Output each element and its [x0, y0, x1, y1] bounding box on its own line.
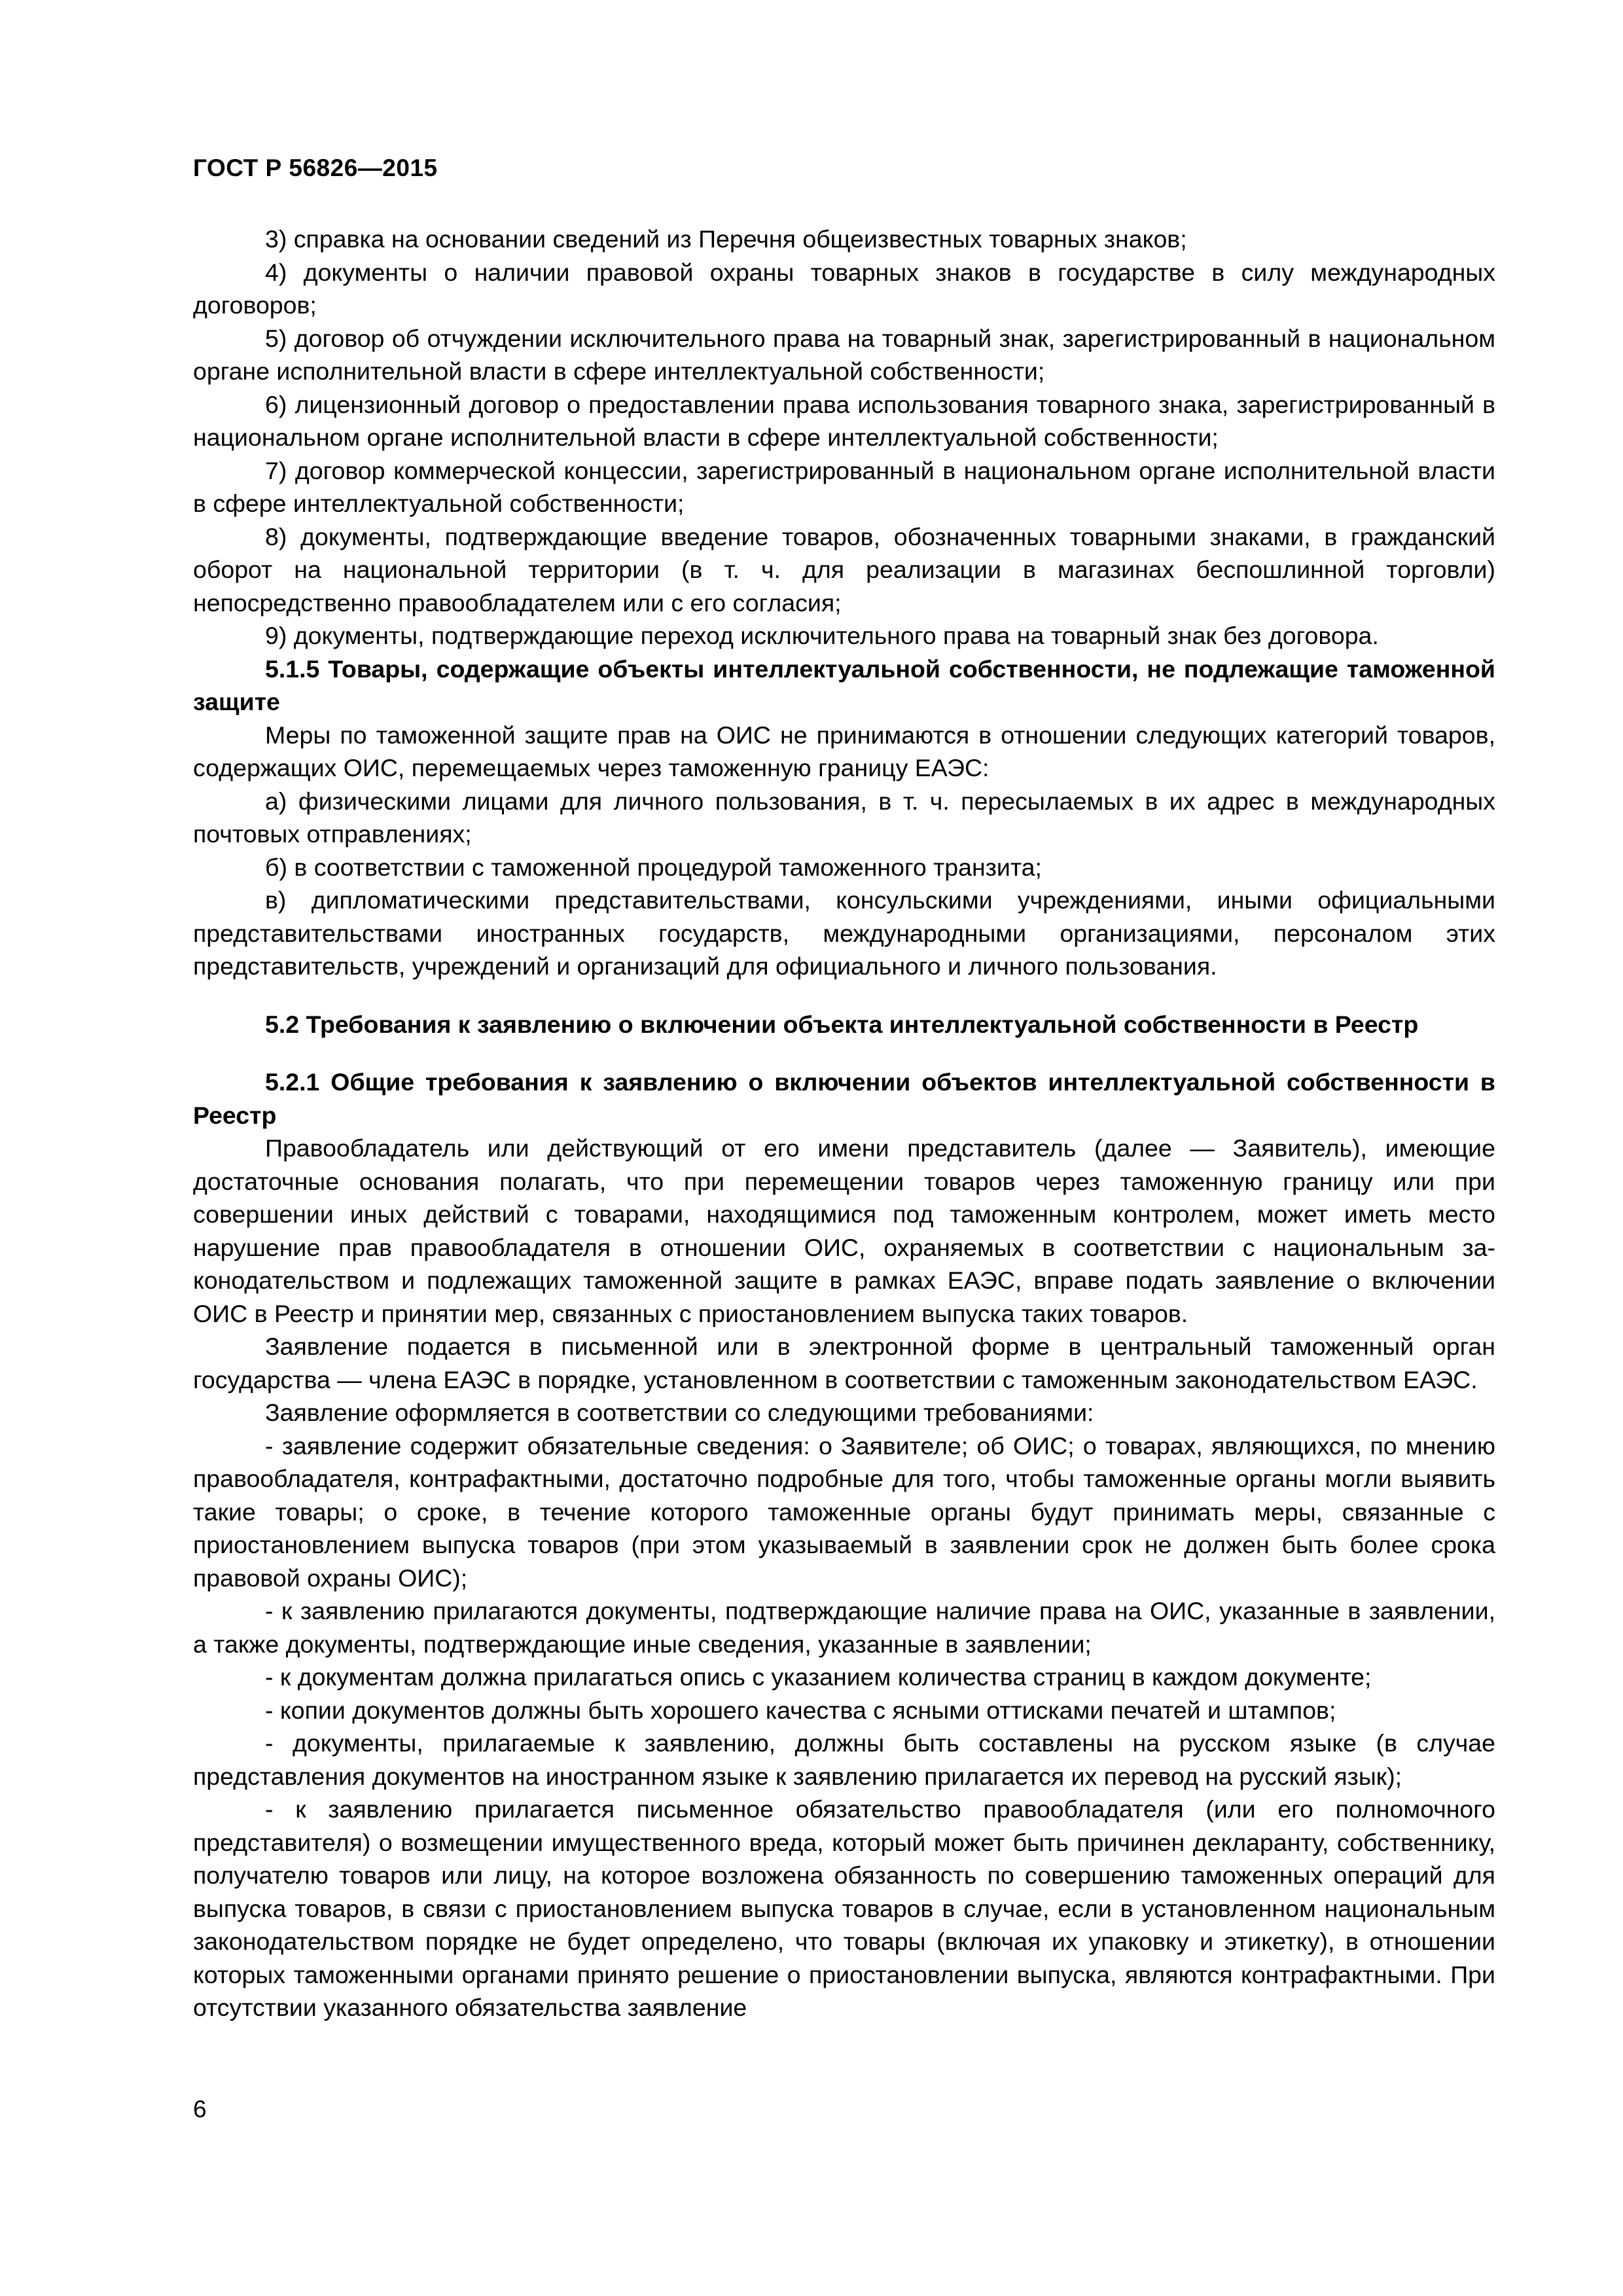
list-item-5: 5) договор об отчуждении исключительного права на товарный знак, зарегистрированный в национальном органе исполнительной власти в сфере интеллектуальной собственности;	[193, 324, 1495, 385]
requirement-item-6: - к заявлению прилагается письменное обязательство правообладателя (или его полномочного представителя) о возмещении имущественного вреда, который может быть причинен декларанту, собственнику, получателю товаров или лицу, на которое возложена обязанность по совершению таможенных операций для выпуска товаров, в связи с приостановлением выпуска товаров в случае, если в установленном национальным законодательством порядке не будет определено, что товары (включая их упаковку и этикетку), в отношении которых таможенными органами принято решение о приостановлении выпуска, являются контрафактными. При отсутствии указанного обязательства заявление	[193, 1795, 1495, 2021]
paragraph-exemptions-intro: Меры по таможенной защите прав на ОИС не принимаются в отношении следующих категорий товаров, содержащих ОИС, перемещаемых через таможенную границу ЕАЭС:	[193, 721, 1495, 781]
section-heading-5-1-5: 5.1.5 Товары, содержащие объекты интеллектуальной собственности, не подлежащие таможенной защите	[193, 655, 1495, 715]
requirement-item-2: - к заявлению прилагаются документы, подтверждающие наличие права на ОИС, указанные в заявлении, а также документы, подтверждающие иные сведения, указанные в заявлении;	[193, 1597, 1495, 1658]
requirement-item-1: - заявление содержит обязательные сведения: о Заявителе; об ОИС; о товарах, являющихся, по мнению правообладателя, контрафактными, достаточно подробные для того, чтобы таможенные органы могли выявить такие товары; о сроке, в течение которого таможенные органы будут принимать меры, связанные с приостановлением выпуска товаров (при этом указываемый в заявлении срок не должен быть более срока правовой охраны ОИС);	[193, 1431, 1495, 1592]
list-item-v: в) дипломатическими представительствами, консульскими учреждениями, иными официальными представительствами иностранных государств, международными организациями, персоналом этих представительств, учреждений и организаций для официального и личного пользования.	[193, 886, 1495, 980]
document-code-header: ГОСТ Р 56826—2015	[193, 154, 438, 181]
list-item-3: 3) справка на основании сведений из Перечня общеизвестных товарных знаков;	[265, 225, 1187, 253]
requirement-item-3: - к документам должна прилагаться опись с указанием количества страниц в каждом документе;	[265, 1663, 1372, 1691]
paragraph-submission: Заявление подается в письменной или в электронной форме в центральный таможенный орган государства — члена ЕАЭС в порядке, установленном в соответствии с таможенным законодательством ЕАЭС.	[193, 1333, 1495, 1393]
list-item-4: 4) документы о наличии правовой охраны товарных знаков в государстве в силу международных договоров;	[193, 258, 1495, 319]
paragraph-requirements-intro: Заявление оформляется в соответствии со следующими требованиями:	[265, 1399, 1094, 1426]
requirement-item-5: - документы, прилагаемые к заявлению, должны быть составлены на русском языке (в случае представления документов на иностранном языке к заявлению прилагается их перевод на русский язык);	[193, 1729, 1495, 1790]
list-item-9: 9) документы, подтверждающие переход исключительного права на товарный знак без договора.	[265, 622, 1379, 649]
list-item-b: б) в соответствии с таможенной процедурой таможенного транзита;	[265, 853, 1042, 881]
requirement-item-4: - копии документов должны быть хорошего качества с ясными оттисками печатей и штампов;	[265, 1696, 1336, 1724]
list-item-a: а) физическими лицами для личного пользования, в т. ч. пересылаемых в их адрес в международных почтовых отправлениях;	[193, 787, 1495, 848]
list-item-7: 7) договор коммерческой концессии, зарегистрированный в национальном органе исполнительной власти в сфере интеллектуальной собственности;	[193, 456, 1495, 517]
paragraph-applicant: Правообладатель или действующий от его имени представитель (далее — Заявитель), имеющие достаточные основания полагать, что при перемещении товаров через таможенную границу или при совершении иных действий с товарами, находящимися под таможенным контролем, может иметь место нарушение прав правообладателя в отношении ОИС, охраняемых в соответствии с национальным законодательством и подлежащих таможенной защите в рамках ЕАЭС, вправе подать заявление о включении ОИС в Реестр и принятии мер, связанных с приостановлением выпуска таких товаров.	[193, 1134, 1495, 1327]
section-heading-5-2: 5.2 Требования к заявлению о включении объекта интеллектуальной собственности в Реестр	[265, 1010, 1419, 1038]
document-body	[193, 223, 1495, 2024]
list-item-8: 8) документы, подтверждающие введение товаров, обозначенных товарными знаками, в гражданский оборот на национальной территории (в т. ч. для реализации в магазинах беспошлинной торговли) непосредственно правообладателем или с его согласия;	[193, 522, 1495, 617]
list-item-6: 6) лицензионный договор о предоставлении права использования товарного знака, зарегистрированный в национальном органе исполнительной власти в сфере интеллектуальной собственности;	[193, 390, 1495, 451]
section-heading-5-2-1: 5.2.1 Общие требования к заявлению о включении объектов интеллектуальной собственности в Реестр	[193, 1068, 1495, 1129]
page-number: 6	[193, 2096, 207, 2123]
